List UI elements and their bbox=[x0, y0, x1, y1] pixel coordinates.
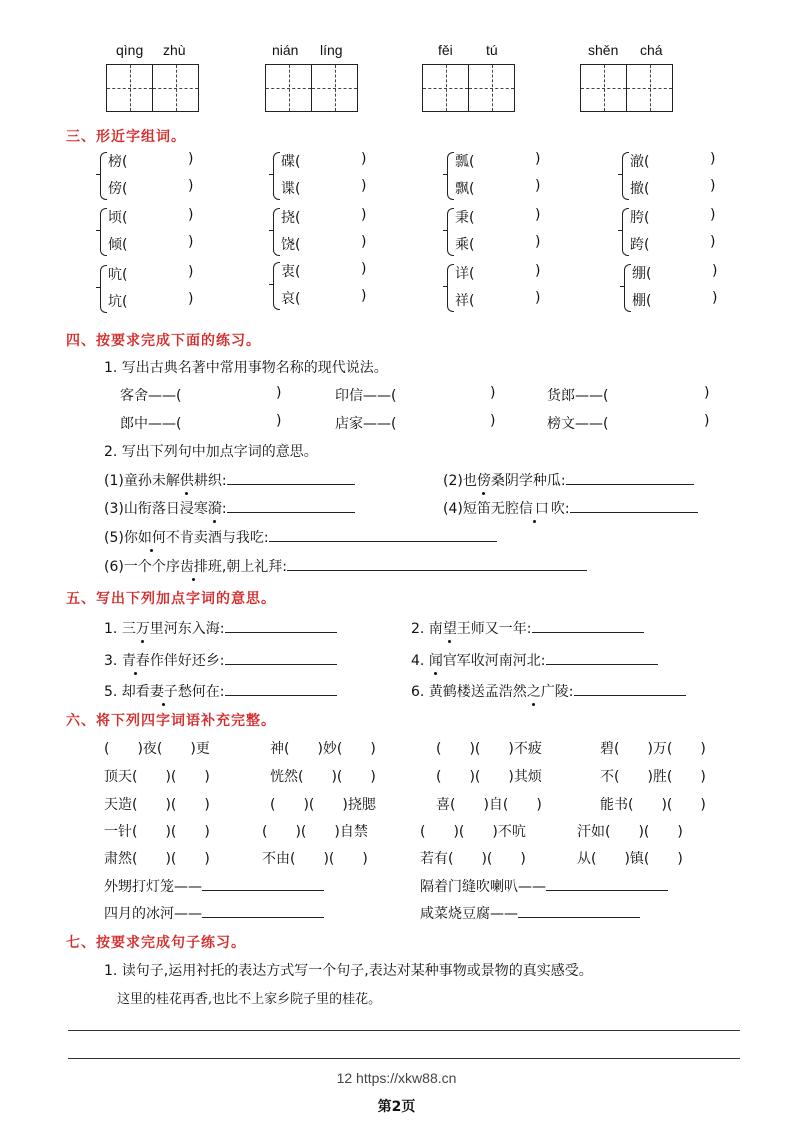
char-label: 棚( bbox=[632, 293, 652, 309]
dotted-question: (1)童孙未解供耕织: bbox=[104, 470, 355, 490]
char-label: 飘( bbox=[455, 181, 475, 197]
char-label: 饶( bbox=[281, 237, 301, 253]
term-item: 店家——( bbox=[335, 416, 397, 432]
idiom-item[interactable]: ( )( )不吭 bbox=[420, 824, 526, 840]
char-pair: 详( ) 祥( ) bbox=[447, 262, 567, 314]
idiom-item[interactable]: ( )( )自禁 bbox=[262, 824, 368, 840]
idiom-item[interactable]: 肃然( )( ) bbox=[104, 851, 210, 867]
char-label: 榜( bbox=[108, 154, 128, 170]
pinyin-label: qìng bbox=[116, 42, 144, 58]
answer-line[interactable] bbox=[227, 470, 355, 485]
question-prompt: 1. 读句子,运用衬托的表达方式写一个句子,表达对某种事物或景物的真实感受。 bbox=[104, 963, 593, 979]
writing-grid[interactable] bbox=[580, 64, 673, 112]
section-3-heading: 三、形近字组词。 bbox=[66, 129, 186, 145]
idiom-item[interactable]: 碧( )万( ) bbox=[600, 741, 706, 757]
writing-grid[interactable] bbox=[265, 64, 358, 112]
idiom-item[interactable]: 神( )妙( ) bbox=[270, 741, 376, 757]
char-label: 坑( bbox=[108, 294, 128, 310]
answer-line[interactable] bbox=[202, 876, 324, 891]
xiehouyu-item: 隔着门缝吹喇叭—— bbox=[420, 876, 668, 896]
page-number: 第2页 bbox=[377, 1099, 416, 1115]
writing-grid[interactable] bbox=[106, 64, 199, 112]
xiehouyu-item: 外甥打灯笼—— bbox=[104, 876, 324, 896]
term-item: 货郎——( bbox=[547, 388, 609, 404]
term-item: 郎中——( bbox=[120, 416, 182, 432]
char-label: 碟( bbox=[281, 154, 301, 170]
idiom-item[interactable]: 汗如( )( ) bbox=[577, 824, 683, 840]
char-label: 澈( bbox=[630, 154, 650, 170]
dotted-question: (5)你如何不肯卖酒与我吃: bbox=[104, 527, 497, 547]
dotted-question: (2)也傍桑阴学种瓜: bbox=[443, 470, 694, 490]
char-label: 吭( bbox=[108, 267, 128, 283]
answer-line[interactable] bbox=[225, 618, 337, 633]
answer-line[interactable] bbox=[269, 527, 497, 542]
char-pair: 秉( ) 乘( ) bbox=[447, 206, 567, 258]
question-prompt: 1. 写出古典名著中常用事物名称的现代说法。 bbox=[104, 360, 388, 376]
char-label: 撤( bbox=[630, 181, 650, 197]
idiom-item[interactable]: 不( )胜( ) bbox=[600, 769, 706, 785]
char-label: 胯( bbox=[630, 210, 650, 226]
poem-question: 1. 三万里河东入海: bbox=[104, 618, 337, 638]
idiom-item[interactable]: ( )( )其烦 bbox=[436, 769, 542, 785]
term-item: 榜文——( bbox=[547, 416, 609, 432]
pinyin-label: zhù bbox=[163, 42, 186, 58]
answer-line[interactable] bbox=[570, 498, 698, 513]
idiom-item[interactable]: 能书( )( ) bbox=[600, 797, 706, 813]
idiom-item[interactable]: 一针( )( ) bbox=[104, 824, 210, 840]
char-label: 详( bbox=[455, 266, 475, 282]
pinyin-label: fěi bbox=[438, 42, 453, 58]
term-item: 印信——( bbox=[335, 388, 397, 404]
pinyin-label: tú bbox=[486, 42, 498, 58]
answer-line[interactable] bbox=[546, 650, 658, 665]
dotted-question: (3)山衔落日浸寒漪: bbox=[104, 498, 355, 518]
char-pair: 吭( ) 坑( ) bbox=[100, 263, 220, 315]
answer-line[interactable] bbox=[518, 903, 640, 918]
answer-line[interactable] bbox=[202, 903, 324, 918]
answer-line[interactable] bbox=[566, 470, 694, 485]
dotted-question: (4)短笛无腔信口吹: bbox=[443, 498, 698, 518]
xiehouyu-item: 咸菜烧豆腐—— bbox=[420, 903, 640, 923]
idiom-item[interactable]: 不由( )( ) bbox=[262, 851, 368, 867]
poem-question: 3. 青春作伴好还乡: bbox=[104, 650, 337, 670]
char-label: 谍( bbox=[281, 181, 301, 197]
answer-line[interactable] bbox=[68, 1030, 740, 1031]
xiehouyu-item: 四月的冰河—— bbox=[104, 903, 324, 923]
section-4-heading: 四、按要求完成下面的练习。 bbox=[66, 333, 261, 349]
poem-question: 6. 黄鹤楼送孟浩然之广陵: bbox=[411, 681, 686, 701]
char-label: 瓢( bbox=[455, 154, 475, 170]
poem-question: 2. 南望王师又一年: bbox=[411, 618, 644, 638]
char-pair: 澈( ) 撤( ) bbox=[622, 150, 742, 202]
section-5-heading: 五、写出下列加点字词的意思。 bbox=[66, 591, 276, 607]
pinyin-label: chá bbox=[640, 42, 663, 58]
char-label: 祥( bbox=[455, 293, 475, 309]
char-label: 衷( bbox=[281, 264, 301, 280]
pinyin-label: shěn bbox=[588, 42, 619, 58]
poem-question: 5. 却看妻子愁何在: bbox=[104, 681, 337, 701]
answer-line[interactable] bbox=[546, 876, 668, 891]
idiom-item[interactable]: 顶天( )( ) bbox=[104, 769, 210, 785]
section-6-heading: 六、将下列四字词语补充完整。 bbox=[66, 713, 276, 729]
pinyin-label: líng bbox=[320, 42, 343, 58]
answer-line[interactable] bbox=[287, 556, 587, 571]
answer-line[interactable] bbox=[225, 650, 337, 665]
idiom-item[interactable]: 恍然( )( ) bbox=[270, 769, 376, 785]
section-7-heading: 七、按要求完成句子练习。 bbox=[66, 935, 246, 951]
example-sentence: 这里的桂花再香,也比不上家乡院子里的桂花。 bbox=[117, 992, 382, 1007]
char-label: 傍( bbox=[108, 181, 128, 197]
answer-line[interactable] bbox=[225, 681, 337, 696]
idiom-item[interactable]: 从( )镇( ) bbox=[577, 851, 683, 867]
idiom-item[interactable]: ( )( )不疲 bbox=[436, 741, 542, 757]
char-pair: 榜( ) 傍( ) bbox=[100, 150, 220, 202]
answer-line[interactable] bbox=[574, 681, 686, 696]
idiom-item[interactable]: ( )夜( )更 bbox=[104, 741, 210, 757]
idiom-item[interactable]: ( )( )挠腮 bbox=[270, 797, 376, 813]
char-label: 乘( bbox=[455, 237, 475, 253]
char-label: 哀( bbox=[281, 291, 301, 307]
char-pair: 绷( ) 棚( ) bbox=[624, 262, 744, 314]
poem-question: 4. 闻官军收河南河北: bbox=[411, 650, 658, 670]
answer-line[interactable] bbox=[532, 618, 644, 633]
idiom-item[interactable]: 若有( )( ) bbox=[420, 851, 526, 867]
char-pair: 顷( ) 倾( ) bbox=[100, 206, 220, 258]
char-label: 绷( bbox=[632, 266, 652, 282]
answer-line[interactable] bbox=[68, 1058, 740, 1059]
char-label: 挠( bbox=[281, 210, 301, 226]
dotted-question: (6)一个个序齿排班,朝上礼拜: bbox=[104, 556, 587, 576]
char-pair: 衷( ) 哀( ) bbox=[273, 260, 393, 312]
char-pair: 瓢( ) 飘( ) bbox=[447, 150, 567, 202]
pinyin-label: nián bbox=[272, 42, 299, 58]
answer-line[interactable] bbox=[227, 498, 355, 513]
question-prompt: 2. 写出下列句中加点字词的意思。 bbox=[104, 444, 318, 460]
char-pair: 碟( ) 谍( ) bbox=[273, 150, 393, 202]
term-item: 客舍——( bbox=[120, 388, 182, 404]
char-pair: 挠( ) 饶( ) bbox=[273, 206, 393, 258]
char-label: 秉( bbox=[455, 210, 475, 226]
writing-grid[interactable] bbox=[422, 64, 515, 112]
idiom-item[interactable]: 天造( )( ) bbox=[104, 797, 210, 813]
idiom-item[interactable]: 喜( )自( ) bbox=[436, 797, 542, 813]
char-label: 顷( bbox=[108, 210, 128, 226]
footer-url: 12 https://xkw88.cn bbox=[336, 1070, 457, 1086]
char-label: 跨( bbox=[630, 237, 650, 253]
char-label: 倾( bbox=[108, 237, 128, 253]
char-pair: 胯( ) 跨( ) bbox=[622, 206, 742, 258]
